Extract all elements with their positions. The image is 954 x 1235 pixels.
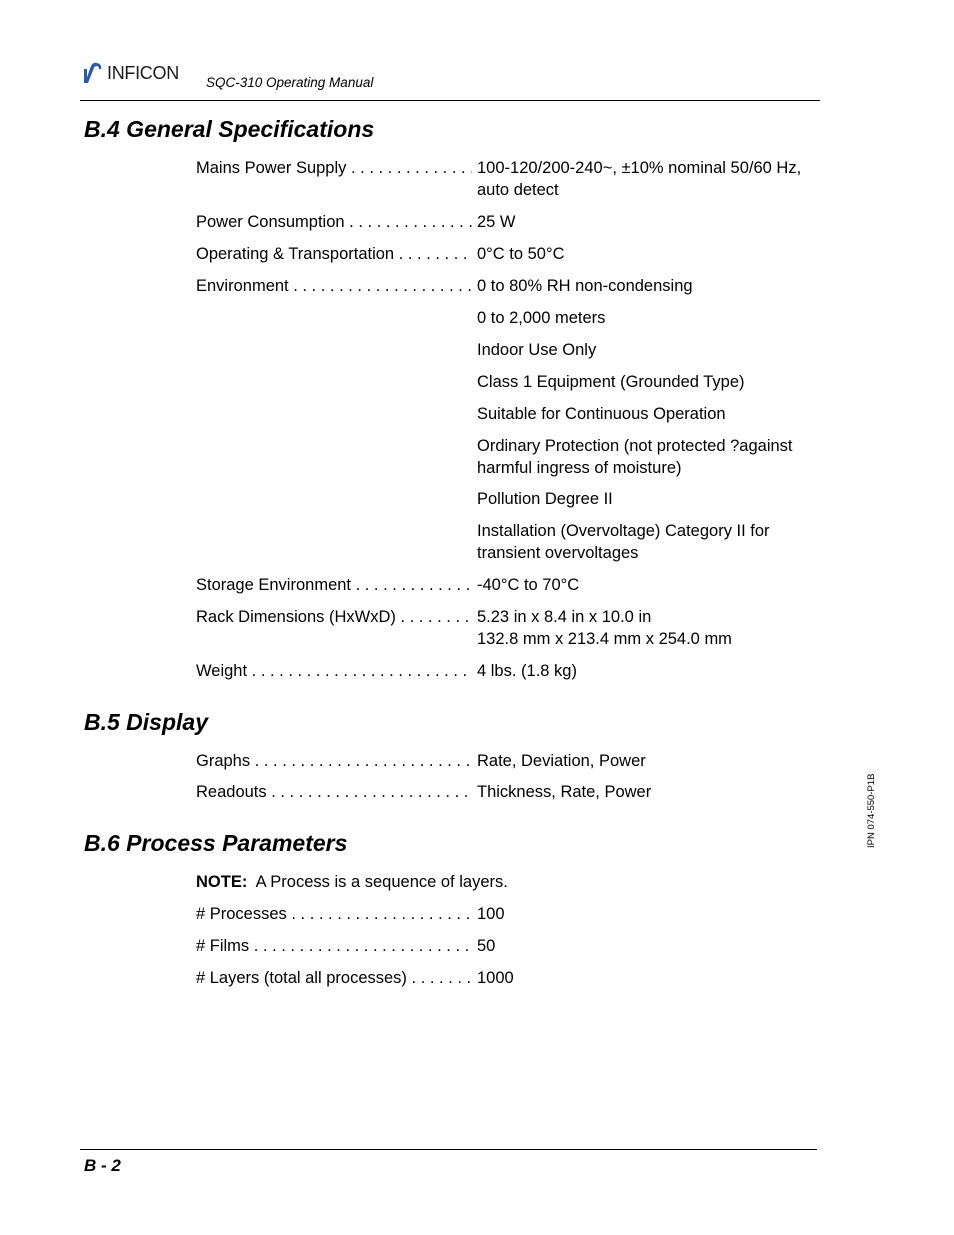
spec-value: Pollution Degree II xyxy=(477,490,613,508)
spec-label: Graphs . . . xyxy=(196,750,472,772)
footer-rule xyxy=(80,1149,817,1150)
spec-value xyxy=(477,157,822,201)
section-title-process: B.6 Process Parameters xyxy=(84,830,348,856)
spec-label: # Films . . . xyxy=(196,935,472,957)
spec-value-line: Installation (Overvoltage) Category II for xyxy=(477,522,770,540)
spec-label: Environment . . . xyxy=(196,275,472,297)
spec-value: 1000 xyxy=(477,969,514,987)
spec-label: # Processes . . . xyxy=(196,903,472,925)
spec-value: 25 W xyxy=(477,213,516,231)
note xyxy=(196,871,508,893)
spec-value-line: transient overvoltages xyxy=(477,544,639,562)
spec-label: Storage Environment . . . xyxy=(196,574,472,596)
spec-value: -40°C to 70°C xyxy=(477,576,580,594)
spec-value-line: 100-120/200-240~, ±10% nominal 50/60 Hz, xyxy=(477,159,802,177)
spec-value: Suitable for Continuous Operation xyxy=(477,405,726,423)
inficon-logo-icon xyxy=(82,61,104,85)
manual-title: SQC-310 Operating Manual xyxy=(206,75,374,90)
spec-value xyxy=(477,606,822,650)
spec-value-line: Ordinary Protection (not protected ?against xyxy=(477,437,793,455)
spec-value: Class 1 Equipment (Grounded Type) xyxy=(477,373,745,391)
spec-label: Power Consumption . . . xyxy=(196,211,472,233)
spec-value xyxy=(477,435,822,479)
spec-label: Mains Power Supply . . . xyxy=(196,157,472,179)
spec-value-line: 132.8 mm x 213.4 mm x 254.0 mm xyxy=(477,630,732,648)
spec-label: # Layers (total all processes) . . . xyxy=(196,967,472,989)
spec-value: Thickness, Rate, Power xyxy=(477,783,652,801)
spec-value: 0 to 80% RH non-condensing xyxy=(477,277,693,295)
spec-label: Weight . . . xyxy=(196,660,472,682)
logo-text: INFICON xyxy=(107,62,179,83)
spec-value xyxy=(477,520,822,564)
note-label: NOTE: xyxy=(196,873,248,891)
spec-value: Rate, Deviation, Power xyxy=(477,752,646,770)
spec-value: 0 to 2,000 meters xyxy=(477,309,606,327)
page-number: B - 2 xyxy=(84,1156,121,1175)
spec-value: 50 xyxy=(477,937,496,955)
ipn-label: IPN 074-550-P1B xyxy=(866,773,877,848)
inficon-logo xyxy=(82,60,179,86)
section-title-display: B.5 Display xyxy=(84,709,208,735)
spec-value: 4 lbs. (1.8 kg) xyxy=(477,662,577,680)
spec-label: Operating & Transportation . . . xyxy=(196,243,472,265)
section-title-general: B.4 General Specifications xyxy=(84,116,375,142)
spec-value: Indoor Use Only xyxy=(477,341,597,359)
spec-label: Readouts . . . xyxy=(196,781,472,803)
page-header xyxy=(80,56,820,101)
spec-value-line: 5.23 in x 8.4 in x 10.0 in xyxy=(477,608,652,626)
note-text: A Process is a sequence of layers. xyxy=(255,873,508,891)
spec-value: 100 xyxy=(477,905,505,923)
spec-label: Rack Dimensions (HxWxD) . . . xyxy=(196,606,472,628)
spec-value-line: harmful ingress of moisture) xyxy=(477,459,682,477)
spec-value: 0°C to 50°C xyxy=(477,245,565,263)
spec-value-line: auto detect xyxy=(477,181,559,199)
